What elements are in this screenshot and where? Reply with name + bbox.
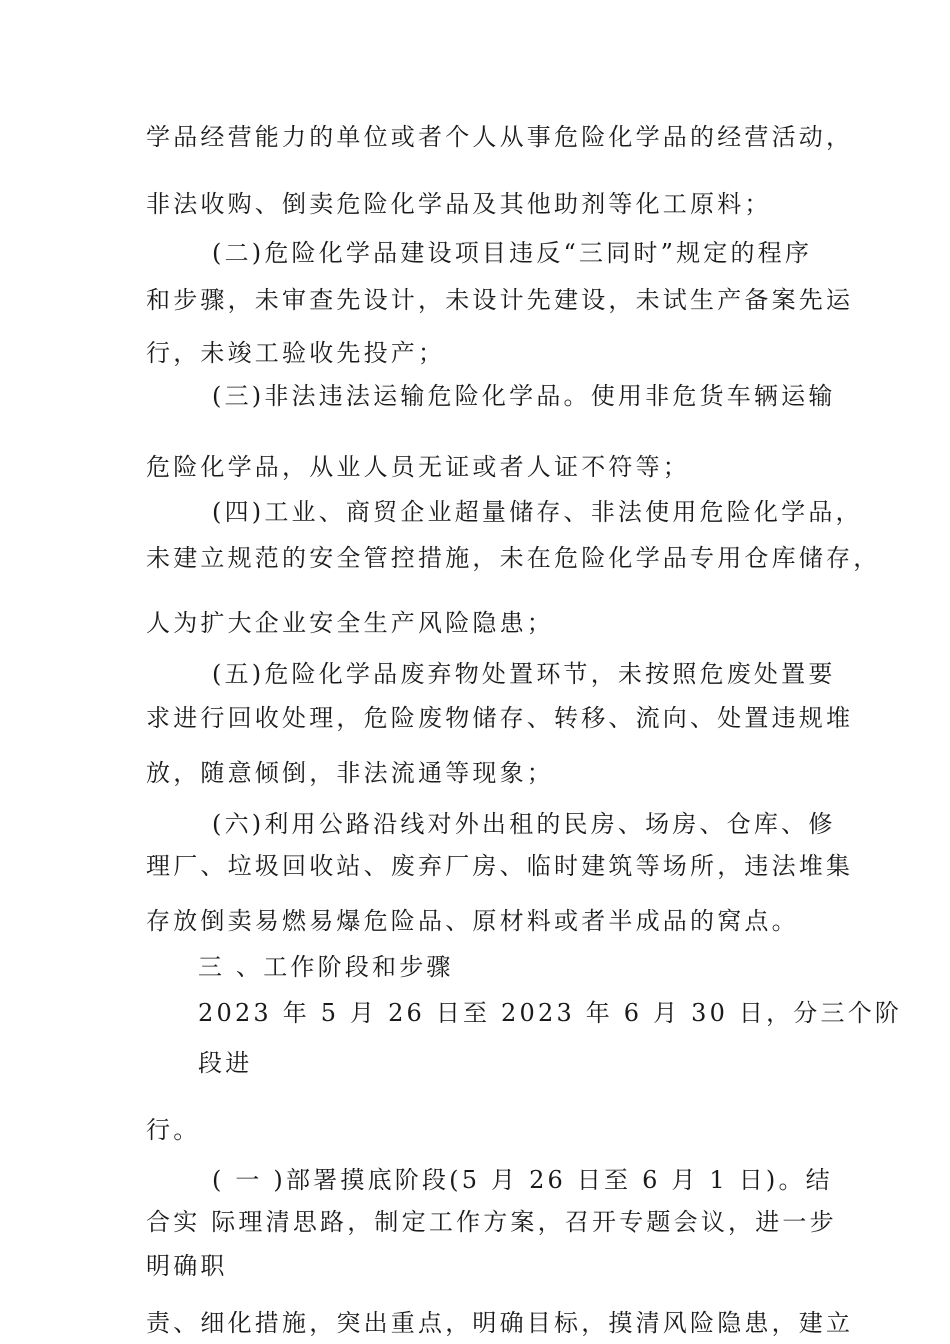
paragraph-item-5: (五)危险化学品废弃物处置环节，未按照危废处置要 xyxy=(212,660,836,688)
text-line: 求进行回收处理，危险废物储存、转移、流向、处置违规堆 xyxy=(146,704,854,732)
paragraph-item-6: (六)利用公路沿线对外出租的民房、场房、仓库、修 xyxy=(212,810,836,838)
section-heading: 三 、工作阶段和步骤 xyxy=(198,953,454,981)
paragraph-item-3: (三)非法违法运输危险化学品。使用非危货车辆运输 xyxy=(212,382,836,410)
text-line: 危险化学品，从业人员无证或者人证不符等； xyxy=(146,453,690,481)
text-line: 2023 年 5 月 26 日至 2023 年 6 月 30 日，分三个阶 xyxy=(198,999,903,1027)
text-line: 未建立规范的安全管控措施，未在危险化学品专用仓库储存， xyxy=(146,544,881,572)
text-line: 非法收购、倒卖危险化学品及其他助剂等化工原料； xyxy=(146,190,772,218)
text-line: 合实 际理清思路，制定工作方案，召开专题会议，进一步 xyxy=(146,1208,837,1236)
text-line: 明确职 xyxy=(146,1252,228,1280)
text-line: 放，随意倾倒，非法流通等现象； xyxy=(146,759,554,787)
text-line: 行，未竣工验收先投产； xyxy=(146,339,446,367)
paragraph-item-2: (二)危险化学品建设项目违反“三同时”规定的程序 xyxy=(212,239,813,267)
text-line: 段进 xyxy=(198,1049,253,1077)
paragraph-item-4: (四)工业、商贸企业超量储存、非法使用危险化学品， xyxy=(212,498,863,526)
text-line: 学品经营能力的单位或者个人从事危险化学品的经营活动， xyxy=(146,123,854,151)
text-line: 存放倒卖易燃易爆危险品、原材料或者半成品的窝点。 xyxy=(146,907,799,935)
text-line: 和步骤，未审查先设计，未设计先建设，未试生产备案先运 xyxy=(146,286,854,314)
text-line: 理厂、垃圾回收站、废弃厂房、临时建筑等场所，违法堆集 xyxy=(146,852,854,880)
text-line: 责、细化措施，突出重点，明确目标，摸清风险隐患，建立 xyxy=(146,1309,854,1337)
text-line: 人为扩大企业安全生产风险隐患； xyxy=(146,609,554,637)
text-line: 行。 xyxy=(146,1116,201,1144)
paragraph-item-1: ( 一 )部署摸底阶段(5 月 26 日至 6 月 1 日)。结 xyxy=(212,1166,833,1194)
